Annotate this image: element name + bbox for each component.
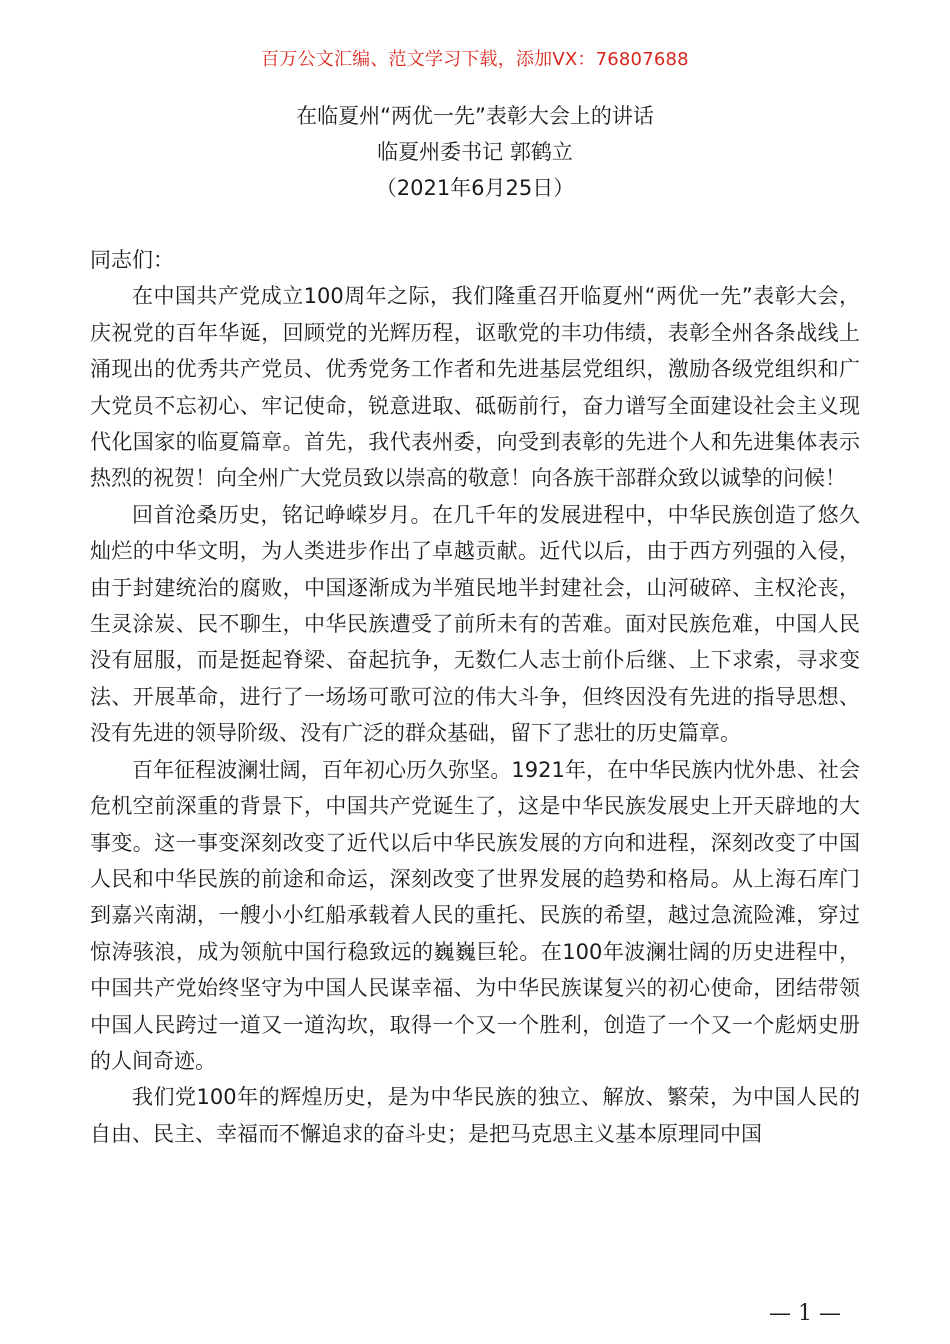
speech-body — [90, 242, 860, 1152]
speech-title: 在临夏州“两优一先”表彰大会上的讲话 — [296, 104, 654, 128]
promo-banner: 百万公文汇编、范文学习下载，添加VX：76807688 — [261, 49, 689, 70]
title-block — [0, 98, 950, 206]
paragraph: 回首沧桑历史，铭记峥嵘岁月。在几千年的发展进程中，中华民族创造了悠久灿烂的中华文明，为人类进步作出了卓越贡献。近代以后，由于西方列强的入侵，由于封建统治的腐败，中国逐渐成为半殖民地半封建社会，山河破碎、主权沦丧，生灵涂炭、民不聊生，中华民族遭受了前所未有的苦难。面对民族危难，中国人民没有屈服，而是挺起脊梁、奋起抗争，无数仁人志士前仆后继、上下求索，寻求变法、开展革命，进行了一场场可歌可泣的伟大斗争，但终因没有先进的指导思想、没有先进的领导阶级、没有广泛的群众基础，留下了悲壮的历史篇章。 — [90, 502, 860, 746]
paragraph: 我们党100年的辉煌历史，是为中华民族的独立、解放、繁荣，为中国人民的自由、民主、幸福而不懈追求的奋斗史；是把马克思主义基本原理同中国 — [90, 1085, 860, 1146]
salutation: 同志们： — [90, 248, 174, 272]
speech-date: （2021年6月25日） — [375, 176, 575, 200]
page-number: — 1 — — [769, 1301, 841, 1326]
paragraph: 百年征程波澜壮阔，百年初心历久弥坚。1921年，在中华民族内忧外患、社会危机空前深重的背景下，中国共产党诞生了，这是中华民族发展史上开天辟地的大事变。这一事变深刻改变了近代以后中华民族发展的方向和进程，深刻改变了中国人民和中华民族的前途和命运，深刻改变了世界发展的趋势和格局。从上海石库门到嘉兴南湖，一艘小小红船承载着人民的重托、民族的希望，越过急流险滩，穿过惊涛骇浪，成为领航中国行稳致远的巍巍巨轮。在100年波澜壮阔的历史进程中，中国共产党始终坚守为中国人民谋幸福、为中华民族谋复兴的初心使命，团结带领中国人民跨过一道又一道沟坎，取得一个又一个胜利，创造了一个又一个彪炳史册的人间奇迹。 — [90, 757, 860, 1073]
paragraph: 在中国共产党成立100周年之际，我们隆重召开临夏州“两优一先”表彰大会，庆祝党的百年华诞，回顾党的光辉历程，讴歌党的丰功伟绩，表彰全州各条战线上涌现出的优秀共产党员、优秀党务工作者和先进基层党组织，激励各级党组织和广大党员不忘初心、牢记使命，锐意进取、砥砺前行，奋力谱写全面建设社会主义现代化国家的临夏篇章。首先，我代表州委，向受到表彰的先进个人和先进集体表示热烈的祝贺！向全州广大党员致以崇高的敬意！向各族干部群众致以诚挚的问候！ — [90, 284, 860, 491]
speech-author: 临夏州委书记 郭鹤立 — [377, 140, 573, 164]
